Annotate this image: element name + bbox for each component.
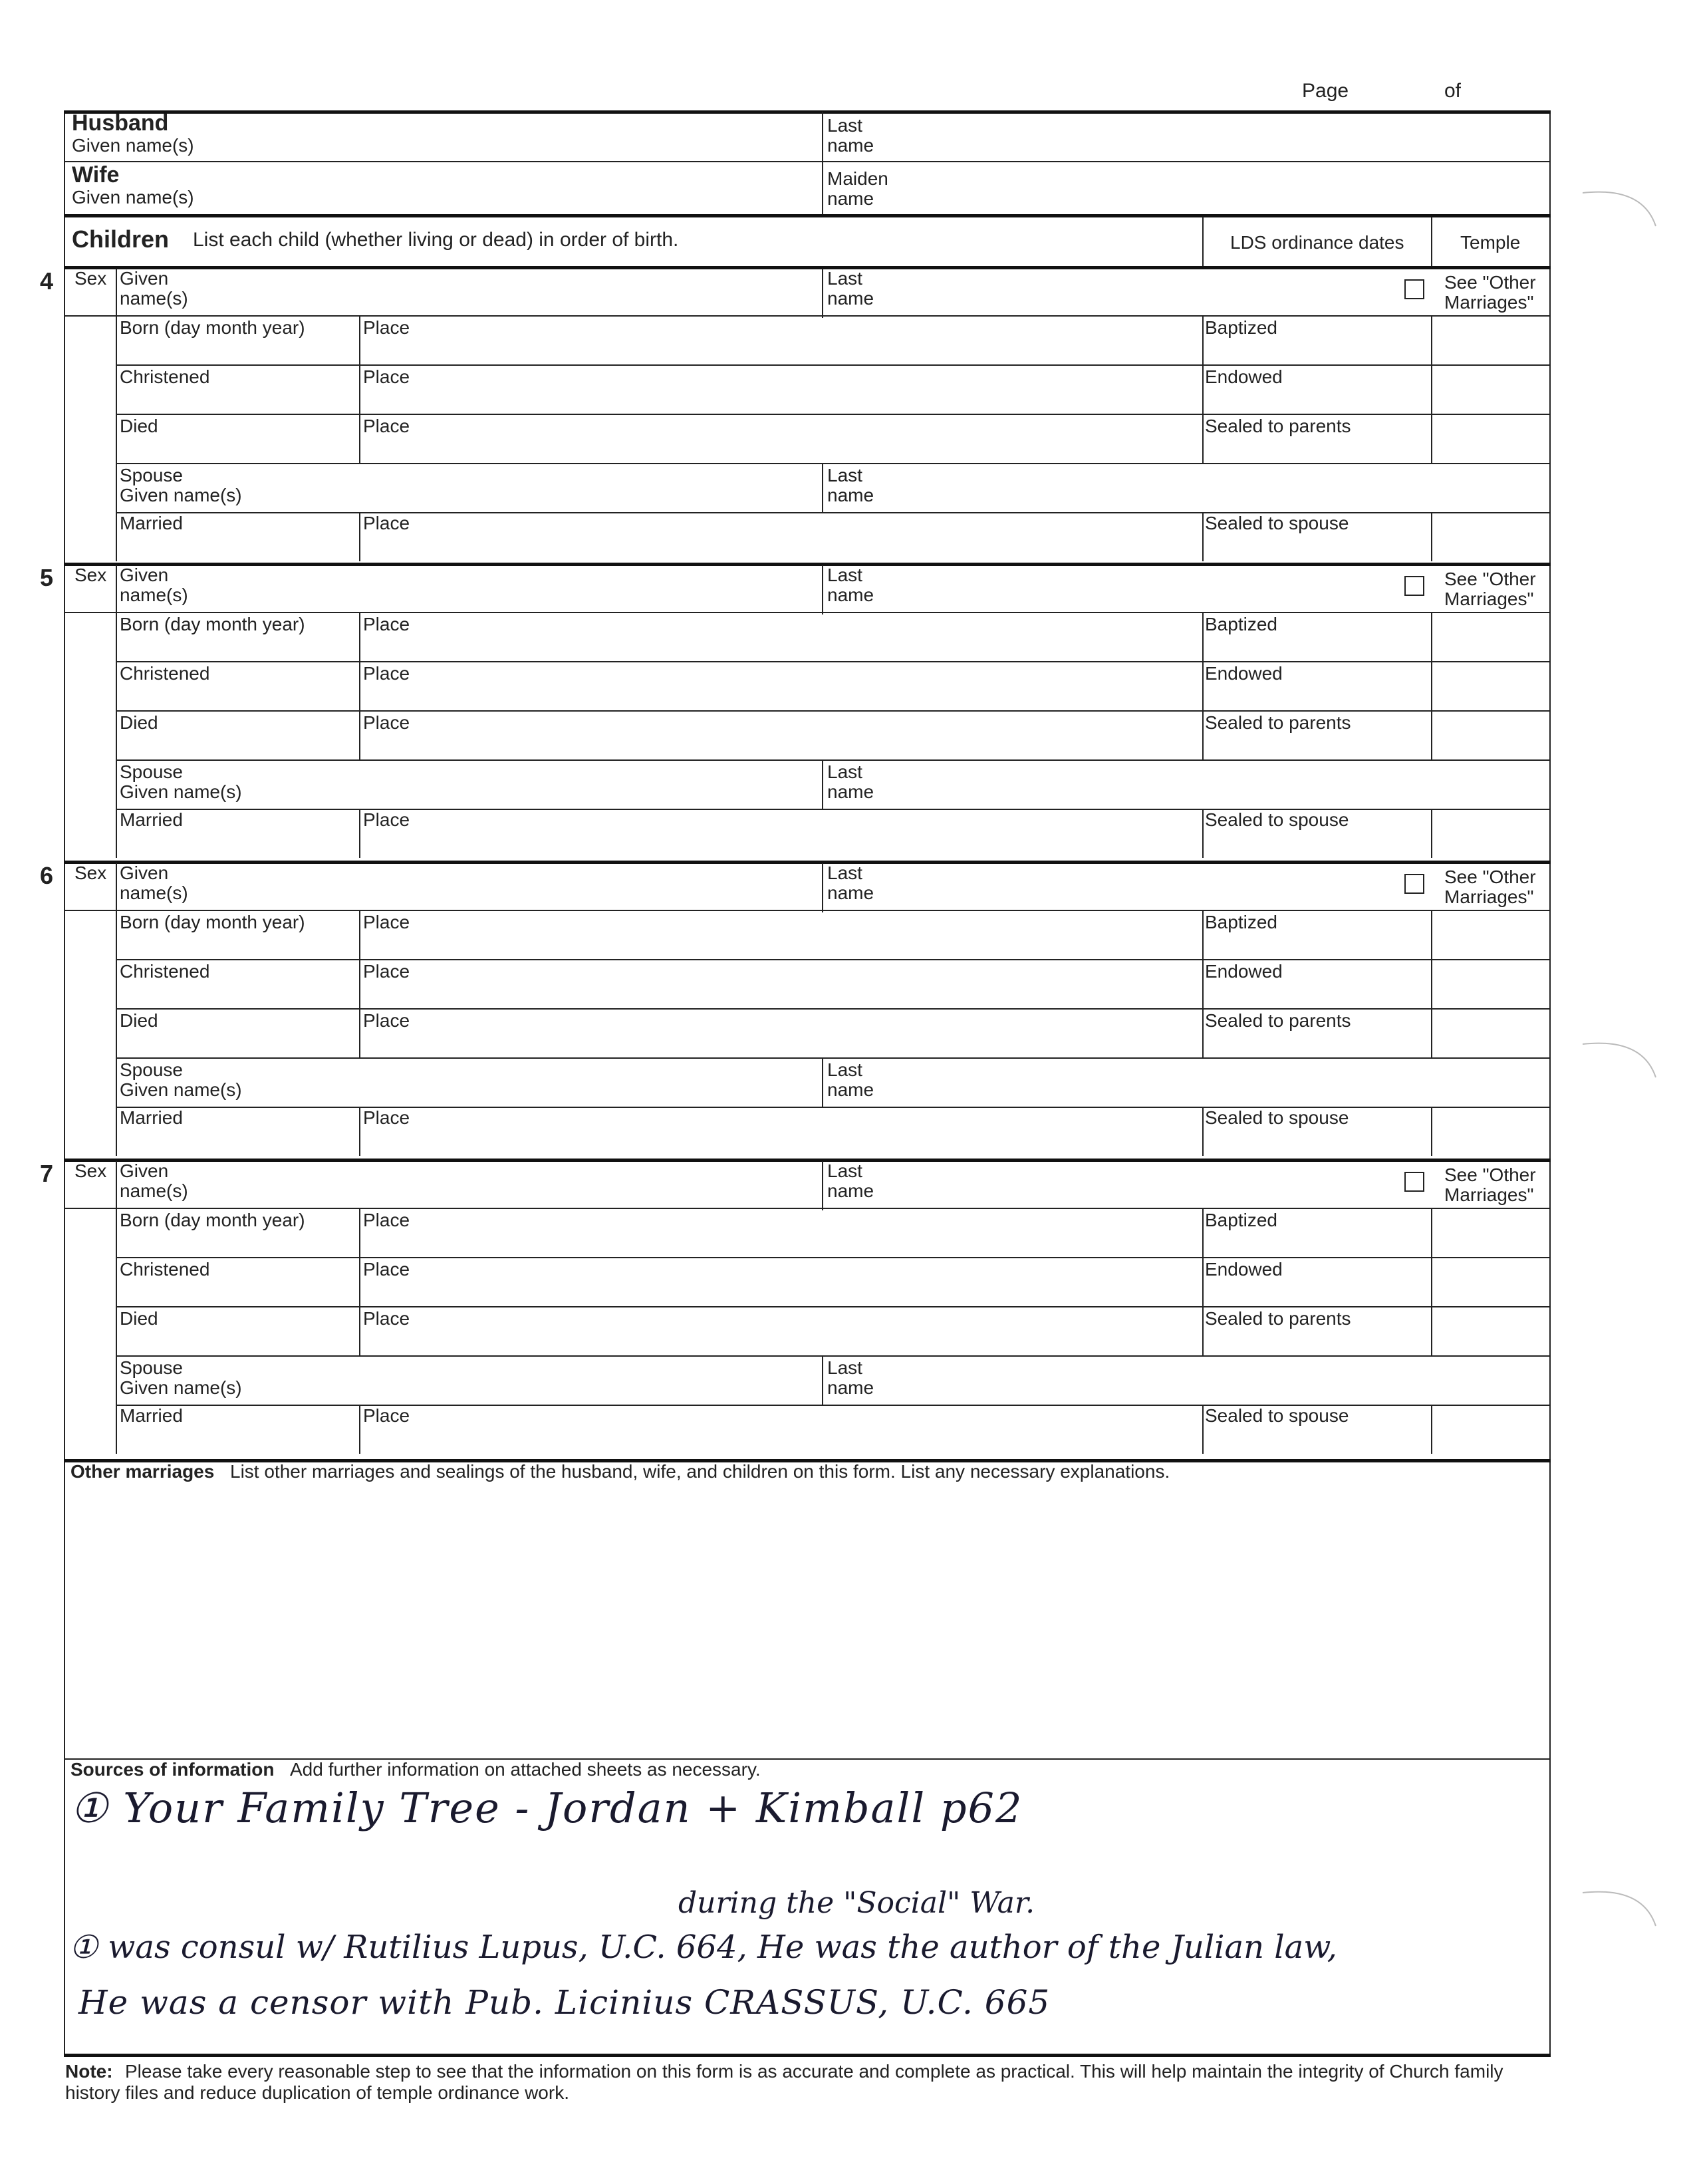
- child-6-christened-label[interactable]: Christened: [120, 961, 210, 982]
- form-bottom-rule: [64, 2054, 1551, 2057]
- binder-hole-mark: [1583, 1037, 1662, 1117]
- child-7-christened-place-label[interactable]: Place: [363, 1259, 410, 1280]
- rule: [359, 911, 360, 959]
- rule: [359, 415, 360, 463]
- husband-top-rule: [64, 110, 1551, 114]
- child-7-spouse-last-label[interactable]: Last: [827, 1357, 862, 1378]
- rule: [822, 269, 823, 318]
- child-4-born-place-label[interactable]: Place: [363, 317, 410, 338]
- note-title: Note:: [65, 2061, 113, 2082]
- child-5-spouse-last-label[interactable]: Last: [827, 761, 862, 782]
- rule: [1202, 613, 1204, 661]
- rule: [359, 613, 360, 661]
- child-4-given-label-2: name(s): [120, 288, 188, 309]
- rule: [359, 810, 360, 858]
- child-4-last-label-2: name: [827, 288, 874, 309]
- rule: [359, 1209, 360, 1257]
- temple-label: Temple: [1460, 232, 1521, 253]
- sources-title: Sources of information: [70, 1759, 275, 1780]
- child-5-baptized-label[interactable]: Baptized: [1205, 614, 1277, 634]
- rule: [1431, 810, 1432, 858]
- rule: [116, 463, 1551, 464]
- page-label: Page: [1302, 80, 1349, 102]
- child-5-endowed-label[interactable]: Endowed: [1205, 663, 1283, 684]
- child-6-married-label[interactable]: Married: [120, 1107, 183, 1128]
- rule: [822, 863, 823, 912]
- child-4-died-place-label[interactable]: Place: [363, 416, 410, 436]
- child-4-spouse-label[interactable]: Spouse: [120, 465, 183, 485]
- child-7-other-marriages-checkbox[interactable]: [1404, 1172, 1424, 1192]
- child-7-other-marriages-label-2: Marriages": [1444, 1184, 1534, 1205]
- rule: [359, 317, 360, 364]
- rule: [64, 563, 1551, 566]
- note-text-line-2: history files and reduce duplication of temple ordinance work.: [65, 2082, 569, 2103]
- rule: [116, 315, 117, 561]
- child-5-died-place-label[interactable]: Place: [363, 712, 410, 733]
- child-7-other-marriages-label: See "Other: [1444, 1164, 1536, 1185]
- child-4-sealed-spouse-label[interactable]: Sealed to spouse: [1205, 513, 1349, 533]
- child-6-endowed-temple-cell[interactable]: [1434, 962, 1547, 1006]
- child-7-born-label[interactable]: Born (day month year): [120, 1210, 305, 1230]
- child-7-spouse-last-label-2: name: [827, 1377, 874, 1398]
- rule: [822, 464, 823, 512]
- rule: [64, 315, 1551, 317]
- husband-last-label[interactable]: Last: [827, 115, 862, 136]
- rule: [116, 269, 117, 318]
- rule: [1202, 1406, 1204, 1454]
- child-5-sex-label[interactable]: Sex: [74, 565, 107, 585]
- child-4-other-marriages-label: See "Other: [1444, 272, 1536, 293]
- rule: [1431, 1010, 1432, 1057]
- rule: [64, 1208, 1551, 1209]
- rule: [116, 364, 1551, 366]
- child-7-christened-label[interactable]: Christened: [120, 1259, 210, 1280]
- rule: [116, 1057, 1551, 1059]
- rule: [1431, 712, 1432, 759]
- child-7-baptized-temple-cell[interactable]: [1434, 1210, 1547, 1254]
- child-4-married-label[interactable]: Married: [120, 513, 183, 533]
- wife-maiden-label[interactable]: Maiden: [827, 168, 888, 189]
- other-marriages-instruction: List other marriages and sealings of the husband, wife, and children on this form. List any necessary explanations.: [230, 1461, 1170, 1482]
- child-4-given-label[interactable]: Given: [120, 268, 169, 289]
- rule: [1202, 1010, 1204, 1057]
- child-4-born-label[interactable]: Born (day month year): [120, 317, 305, 338]
- child-6-spouse-label[interactable]: Spouse: [120, 1059, 183, 1080]
- child-5-other-marriages-label: See "Other: [1444, 569, 1536, 589]
- rule: [1431, 662, 1432, 710]
- rule: [1202, 317, 1204, 364]
- child-6-sealed_parents-label[interactable]: Sealed to parents: [1205, 1010, 1351, 1031]
- rule: [359, 1307, 360, 1355]
- rule: [64, 910, 1551, 911]
- rule: [822, 1357, 823, 1405]
- rule: [359, 662, 360, 710]
- child-5-last-label[interactable]: Last: [827, 565, 862, 585]
- rule: [359, 1258, 360, 1306]
- rule: [64, 266, 1551, 269]
- rule: [116, 1008, 1551, 1010]
- child-6-other-marriages-checkbox[interactable]: [1404, 874, 1424, 894]
- sources-instruction: Add further information on attached sheets as necessary.: [290, 1759, 761, 1780]
- child-6-sealed_parents-temple-cell[interactable]: [1434, 1011, 1547, 1055]
- rule: [1202, 662, 1204, 710]
- child-6-married-place-label[interactable]: Place: [363, 1107, 410, 1128]
- child-4-endowed-label[interactable]: Endowed: [1205, 366, 1283, 387]
- child-5-sealed-spouse-label[interactable]: Sealed to spouse: [1205, 809, 1349, 830]
- child-4-number: 4: [40, 267, 54, 295]
- child-4-last-label[interactable]: Last: [827, 268, 862, 289]
- child-5-baptized-temple-cell[interactable]: [1434, 614, 1547, 658]
- rule: [359, 1010, 360, 1057]
- child-7-sealed_parents-label[interactable]: Sealed to parents: [1205, 1308, 1351, 1329]
- rule: [1431, 513, 1432, 561]
- child-4-married-place-label[interactable]: Place: [363, 513, 410, 533]
- binder-hole-mark: [1583, 1886, 1662, 1966]
- rule: [116, 414, 1551, 415]
- other-marriages-area[interactable]: [66, 1484, 1547, 1757]
- child-4-sex-label[interactable]: Sex: [74, 268, 107, 289]
- child-5-born-place-label[interactable]: Place: [363, 614, 410, 634]
- child-7-sex-label[interactable]: Sex: [74, 1160, 107, 1181]
- child-6-spouse-last-label[interactable]: Last: [827, 1059, 862, 1080]
- child-4-spouse-last-label[interactable]: Last: [827, 465, 862, 485]
- rule: [1431, 317, 1432, 364]
- sources-top-rule: [64, 1758, 1551, 1760]
- child-4-christened-place-label[interactable]: Place: [363, 366, 410, 387]
- rule: [359, 366, 360, 414]
- child-5-sealed_parents-temple-cell[interactable]: [1434, 713, 1547, 757]
- child-6-baptized-label[interactable]: Baptized: [1205, 912, 1277, 932]
- rule: [64, 612, 1551, 613]
- husband-given-label[interactable]: Given name(s): [72, 135, 194, 156]
- child-7-died-place-label[interactable]: Place: [363, 1308, 410, 1329]
- child-6-given-label[interactable]: Given: [120, 863, 169, 883]
- child-6-sex-label[interactable]: Sex: [74, 863, 107, 883]
- rule: [64, 1159, 1551, 1162]
- child-5-last-label-2: name: [827, 585, 874, 605]
- rule: [64, 861, 1551, 864]
- child-7-sealed-spouse-label[interactable]: Sealed to spouse: [1205, 1405, 1349, 1426]
- child-7-last-label-2: name: [827, 1180, 874, 1201]
- rule: [116, 863, 117, 912]
- note-text-line-1: Please take every reasonable step to see that the information on this form is as accurate and complete as practical. This will help maintain the integrity of Church family: [125, 2061, 1503, 2082]
- child-4-sealed_parents-temple-cell[interactable]: [1434, 416, 1547, 460]
- rule: [359, 1108, 360, 1156]
- child-6-number: 6: [40, 862, 54, 889]
- child-6-other-marriages-label: See "Other: [1444, 867, 1536, 887]
- child-6-sealed-spouse-temple-cell[interactable]: [1434, 1109, 1547, 1153]
- child-4-died-label[interactable]: Died: [120, 416, 158, 436]
- child-6-died-label[interactable]: Died: [120, 1010, 158, 1031]
- child-4-endowed-temple-cell[interactable]: [1434, 367, 1547, 411]
- rule: [116, 1208, 117, 1454]
- rule: [822, 1059, 823, 1107]
- child-7-given-label[interactable]: Given: [120, 1160, 169, 1181]
- rule: [1202, 911, 1204, 959]
- child-4-spouse-last-label-2: name: [827, 485, 874, 505]
- child-7-spouse-label[interactable]: Spouse: [120, 1357, 183, 1378]
- child-5-spouse-last-label-2: name: [827, 781, 874, 802]
- child-5-born-label[interactable]: Born (day month year): [120, 614, 305, 634]
- page-of-label: of: [1444, 80, 1462, 102]
- child-6-died-place-label[interactable]: Place: [363, 1010, 410, 1031]
- child-5-other-marriages-label-2: Marriages": [1444, 589, 1534, 609]
- rule: [359, 960, 360, 1008]
- husband-title: Husband: [72, 110, 169, 136]
- child-7-baptized-label[interactable]: Baptized: [1205, 1210, 1277, 1230]
- child-7-given-label-2: name(s): [120, 1180, 188, 1201]
- child-7-spouse-given-label: Given name(s): [120, 1377, 242, 1398]
- child-6-spouse-given-label: Given name(s): [120, 1079, 242, 1100]
- child-6-spouse-last-label-2: name: [827, 1079, 874, 1100]
- child-7-born-place-label[interactable]: Place: [363, 1210, 410, 1230]
- binder-hole-mark: [1583, 186, 1662, 266]
- child-7-sealed_parents-temple-cell[interactable]: [1434, 1309, 1547, 1353]
- child-4-sealed-spouse-temple-cell[interactable]: [1434, 515, 1547, 559]
- child-7-sealed-spouse-temple-cell[interactable]: [1434, 1407, 1547, 1451]
- rule: [116, 1355, 1551, 1357]
- rule: [359, 1406, 360, 1454]
- rule: [359, 513, 360, 561]
- child-5-died-label[interactable]: Died: [120, 712, 158, 733]
- form-left-border: [64, 110, 65, 2055]
- rule: [1202, 1108, 1204, 1156]
- child-7-endowed-temple-cell[interactable]: [1434, 1260, 1547, 1303]
- child-6-baptized-temple-cell[interactable]: [1434, 912, 1547, 956]
- wife-title: Wife: [72, 162, 120, 188]
- rule: [1431, 960, 1432, 1008]
- rule: [822, 1161, 823, 1210]
- rule: [1431, 1108, 1432, 1156]
- rule: [1431, 366, 1432, 414]
- child-5-christened-label[interactable]: Christened: [120, 663, 210, 684]
- rule: [116, 759, 1551, 761]
- rule: [822, 761, 823, 809]
- children-top-rule: [64, 214, 1551, 217]
- child-6-given-label-2: name(s): [120, 883, 188, 903]
- rule: [1202, 712, 1204, 759]
- rule: [1202, 366, 1204, 414]
- child-5-spouse-given-label: Given name(s): [120, 781, 242, 802]
- handwritten-note-line-3: He was a censor with Pub. Licinius CRASSUS, U.C. 665: [78, 1983, 1051, 2022]
- handwritten-source-1: ① Your Family Tree - Jordan + Kimball p62: [70, 1784, 1023, 1832]
- child-4-christened-label[interactable]: Christened: [120, 366, 210, 387]
- child-6-last-label[interactable]: Last: [827, 863, 862, 883]
- child-6-born-label[interactable]: Born (day month year): [120, 912, 305, 932]
- child-6-sealed-spouse-label[interactable]: Sealed to spouse: [1205, 1107, 1349, 1128]
- rule: [1202, 810, 1204, 858]
- child-5-number: 5: [40, 564, 54, 591]
- child-5-given-label-2: name(s): [120, 585, 188, 605]
- child-5-sealed-spouse-temple-cell[interactable]: [1434, 811, 1547, 855]
- handwritten-note-line-1: during the "Social" War.: [678, 1886, 1035, 1920]
- child-4-baptized-label[interactable]: Baptized: [1205, 317, 1277, 338]
- rule: [116, 661, 1551, 662]
- rule: [1431, 613, 1432, 661]
- child-6-born-place-label[interactable]: Place: [363, 912, 410, 932]
- child-6-endowed-label[interactable]: Endowed: [1205, 961, 1283, 982]
- rule: [1431, 1209, 1432, 1257]
- child-7-last-label[interactable]: Last: [827, 1160, 862, 1181]
- child-7-married-place-label[interactable]: Place: [363, 1405, 410, 1426]
- child-5-other-marriages-checkbox[interactable]: [1404, 576, 1424, 596]
- rule: [116, 710, 1551, 712]
- child-7-endowed-label[interactable]: Endowed: [1205, 1259, 1283, 1280]
- child-5-christened-place-label[interactable]: Place: [363, 663, 410, 684]
- child-6-other-marriages-label-2: Marriages": [1444, 887, 1534, 907]
- child-5-endowed-temple-cell[interactable]: [1434, 664, 1547, 708]
- rule: [1431, 1406, 1432, 1454]
- rule: [1202, 1307, 1204, 1355]
- rule: [1431, 911, 1432, 959]
- child-5-married-place-label[interactable]: Place: [363, 809, 410, 830]
- rule: [116, 612, 117, 858]
- rule: [1202, 1258, 1204, 1306]
- child-5-spouse-label[interactable]: Spouse: [120, 761, 183, 782]
- lds-ordinance-label: LDS ordinance dates: [1230, 232, 1404, 253]
- child-5-given-label[interactable]: Given: [120, 565, 169, 585]
- children-title: Children: [72, 225, 170, 253]
- child-4-sealed_parents-label[interactable]: Sealed to parents: [1205, 416, 1351, 436]
- children-instruction: List each child (whether living or dead) in order of birth.: [193, 229, 679, 251]
- child-5-married-label[interactable]: Married: [120, 809, 183, 830]
- rule: [1202, 415, 1204, 463]
- rule: [116, 1306, 1551, 1307]
- child-4-baptized-temple-cell[interactable]: [1434, 318, 1547, 362]
- rule: [1431, 1307, 1432, 1355]
- child-4-other-marriages-label-2: Marriages": [1444, 292, 1534, 313]
- wife-given-label[interactable]: Given name(s): [72, 187, 194, 207]
- rule: [1431, 415, 1432, 463]
- wife-top-rule: [64, 161, 1551, 162]
- handwritten-note-line-2: ① was consul w/ Rutilius Lupus, U.C. 664, He was the author of the Julian law,: [69, 1929, 1337, 1966]
- rule: [116, 1257, 1551, 1258]
- rule: [1202, 513, 1204, 561]
- form-right-border: [1549, 110, 1551, 2055]
- other-marriages-title: Other marriages: [70, 1461, 215, 1482]
- rule: [116, 1161, 117, 1210]
- rule: [359, 712, 360, 759]
- rule: [1202, 960, 1204, 1008]
- rule: [116, 910, 117, 1156]
- rule: [116, 565, 117, 614]
- child-5-sealed_parents-label[interactable]: Sealed to parents: [1205, 712, 1351, 733]
- child-4-other-marriages-checkbox[interactable]: [1404, 279, 1424, 299]
- rule: [822, 565, 823, 614]
- child-7-married-label[interactable]: Married: [120, 1405, 183, 1426]
- child-7-number: 7: [40, 1160, 54, 1187]
- rule: [1431, 1258, 1432, 1306]
- rule: [1202, 1209, 1204, 1257]
- child-6-christened-place-label[interactable]: Place: [363, 961, 410, 982]
- child-4-spouse-given-label: Given name(s): [120, 485, 242, 505]
- rule: [116, 959, 1551, 960]
- child-6-last-label-2: name: [827, 883, 874, 903]
- child-7-died-label[interactable]: Died: [120, 1308, 158, 1329]
